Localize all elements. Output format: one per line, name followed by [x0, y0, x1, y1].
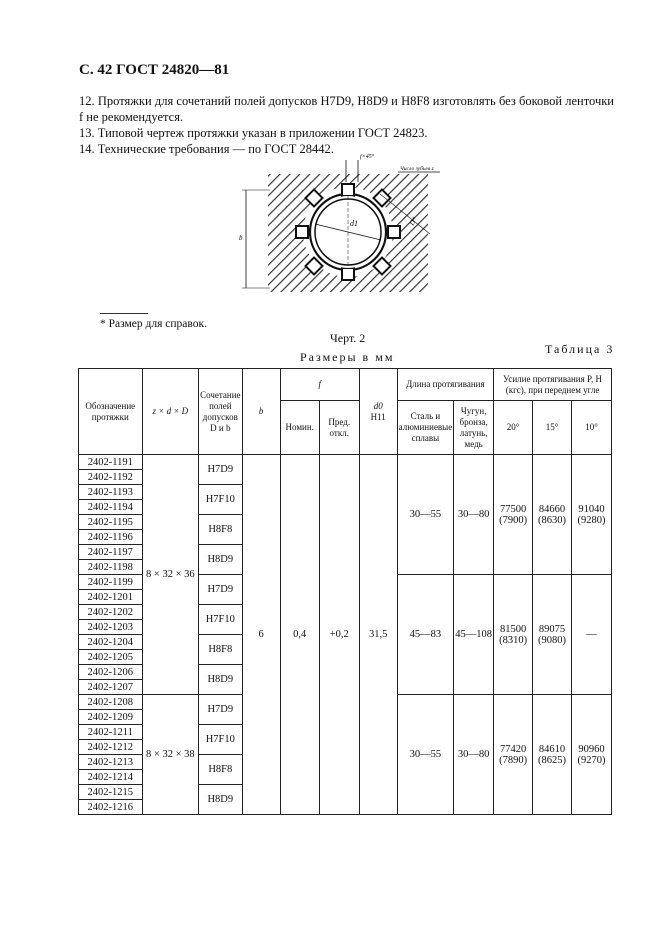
force-f10-cell: [572, 695, 612, 815]
label-teeth: Число зубьев z: [400, 166, 434, 172]
header-force: Усилие протягивания P, Н (кгс), при переднем угле: [494, 369, 612, 401]
paragraph-13: 13. Типовой чертеж протяжки указан в приложении ГОСТ 24823.: [79, 126, 428, 140]
force-value-kgf: (7890): [499, 754, 528, 766]
code-cell: 2402-1212: [79, 740, 143, 755]
combo-cell: H7D9: [199, 575, 242, 605]
header-combo: Сочетание полей допусков D и b: [199, 369, 242, 455]
force-value-kgf: (8310): [499, 634, 528, 646]
combo-cell: H7F10: [199, 485, 242, 515]
code-cell: 2402-1208: [79, 695, 143, 710]
force-value: 90960: [578, 743, 605, 755]
table-units: Размеры в мм: [300, 350, 395, 364]
code-cell: 2402-1198: [79, 560, 143, 575]
combo-cell: H8D9: [199, 785, 242, 815]
code-cell: 2402-1195: [79, 515, 143, 530]
combo-cell: H8F8: [199, 635, 242, 665]
force-value: 91040: [578, 503, 605, 515]
code-cell: 2402-1194: [79, 500, 143, 515]
force-value-kgf: (9080): [538, 634, 567, 646]
force-value: 77420: [499, 743, 527, 755]
code-cell: 2402-1192: [79, 470, 143, 485]
len-steel-cell: 30—55: [397, 695, 454, 815]
code-cell: 2402-1191: [79, 455, 143, 470]
label-D: D*: [407, 215, 420, 227]
combo-cell: H7D9: [199, 695, 242, 725]
force-f10-cell: [572, 575, 612, 695]
header-d0-symbol: d0: [373, 400, 383, 411]
force-value-kgf: (7900): [499, 514, 528, 526]
code-cell: 2402-1196: [79, 530, 143, 545]
force-value: 89075: [538, 623, 566, 635]
len-steel-cell: 45—83: [397, 575, 454, 695]
combo-cell: H7F10: [199, 725, 242, 755]
code-cell: 2402-1206: [79, 665, 143, 680]
code-cell: 2402-1205: [79, 650, 143, 665]
spline-hub: [296, 184, 400, 280]
len-iron-cell: 30—80: [454, 455, 494, 575]
common-f-dev-cell: +0,2: [319, 455, 359, 815]
header-len-steel: Сталь и алюминиевые сплавы: [397, 401, 454, 455]
code-cell: 2402-1204: [79, 635, 143, 650]
force-value: 81500: [499, 623, 527, 635]
common-f-nom-cell: 0,4: [280, 455, 319, 815]
code-cell: 2402-1203: [79, 620, 143, 635]
header-angle-10: 10°: [572, 401, 612, 455]
header-designation: Обозначение протяжки: [79, 369, 143, 455]
header-zdD: z × d × D: [142, 369, 198, 455]
force-f20-cell: [494, 575, 533, 695]
combo-cell: H7F10: [199, 605, 242, 635]
common-d0-cell: 31,5: [359, 455, 397, 815]
len-iron-cell: 45—108: [454, 575, 494, 695]
label-b: b: [239, 234, 243, 242]
label-d1: d1: [350, 219, 358, 228]
header-f-nom: Номин.: [280, 401, 319, 455]
force-f15-cell: [533, 455, 572, 575]
header-b: b: [242, 369, 280, 455]
code-cell: 2402-1197: [79, 545, 143, 560]
combo-cell: H8F8: [199, 515, 242, 545]
combo-cell: H8F8: [199, 755, 242, 785]
footnote-rule: [100, 313, 148, 314]
page-header: С. 42 ГОСТ 24820—81: [79, 62, 230, 78]
dimensions-table: [78, 368, 612, 815]
header-f-dev: Пред. откл.: [319, 401, 359, 455]
force-value: —: [586, 629, 597, 640]
code-cell: 2402-1202: [79, 605, 143, 620]
combo-cell: H8D9: [199, 545, 242, 575]
len-steel-cell: 30—55: [397, 455, 454, 575]
header-length: Длина протягивания: [397, 369, 493, 401]
code-cell: 2402-1215: [79, 785, 143, 800]
table-row: [79, 455, 612, 470]
footnote: * Размер для справок.: [100, 318, 207, 330]
label-chamfer: f×45°: [360, 154, 375, 160]
header-d0: [359, 369, 397, 455]
code-cell: 2402-1207: [79, 680, 143, 695]
combo-cell: H8D9: [199, 665, 242, 695]
force-f20-cell: [494, 455, 533, 575]
header-angle-15: 15°: [533, 401, 572, 455]
code-cell: 2402-1201: [79, 590, 143, 605]
figure-caption: Черт. 2: [330, 331, 366, 345]
code-cell: 2402-1213: [79, 755, 143, 770]
common-b-cell: 6: [242, 455, 280, 815]
combo-cell: H7D9: [199, 455, 242, 485]
code-cell: 2402-1211: [79, 725, 143, 740]
paragraph-14: 14. Технические требования — по ГОСТ 28442.: [79, 142, 334, 156]
table-title: Таблица 3: [545, 342, 615, 356]
force-f15-cell: [533, 575, 572, 695]
len-iron-cell: 30—80: [454, 695, 494, 815]
header-f: f: [280, 369, 359, 401]
code-cell: 2402-1209: [79, 710, 143, 725]
force-value-kgf: (9280): [577, 514, 606, 526]
header-d0-tol: H11: [370, 411, 386, 422]
paragraph-12: 12. Протяжки для сочетаний полей допусков H7D9, H8D9 и H8F8 изготовлять без боковой ленточки f не рекомендуется.: [79, 94, 614, 124]
code-cell: 2402-1193: [79, 485, 143, 500]
code-cell: 2402-1199: [79, 575, 143, 590]
code-cell: 2402-1214: [79, 770, 143, 785]
header-angle-20: 20°: [494, 401, 533, 455]
force-value-kgf: (8630): [538, 514, 567, 526]
force-f20-cell: [494, 695, 533, 815]
force-value-kgf: (8625): [538, 754, 567, 766]
force-f15-cell: [533, 695, 572, 815]
header-len-iron: Чугун, бронза, латунь, медь: [454, 401, 494, 455]
force-value: 84610: [538, 743, 566, 755]
force-value-kgf: (9270): [577, 754, 606, 766]
force-value: 77500: [499, 503, 527, 515]
broach-drawing: [230, 154, 450, 299]
force-f10-cell: [572, 455, 612, 575]
zdD-cell: 8 × 32 × 38: [142, 695, 198, 815]
code-cell: 2402-1216: [79, 800, 143, 815]
force-value: 84660: [538, 503, 566, 515]
zdD-cell: 8 × 32 × 36: [142, 455, 198, 695]
